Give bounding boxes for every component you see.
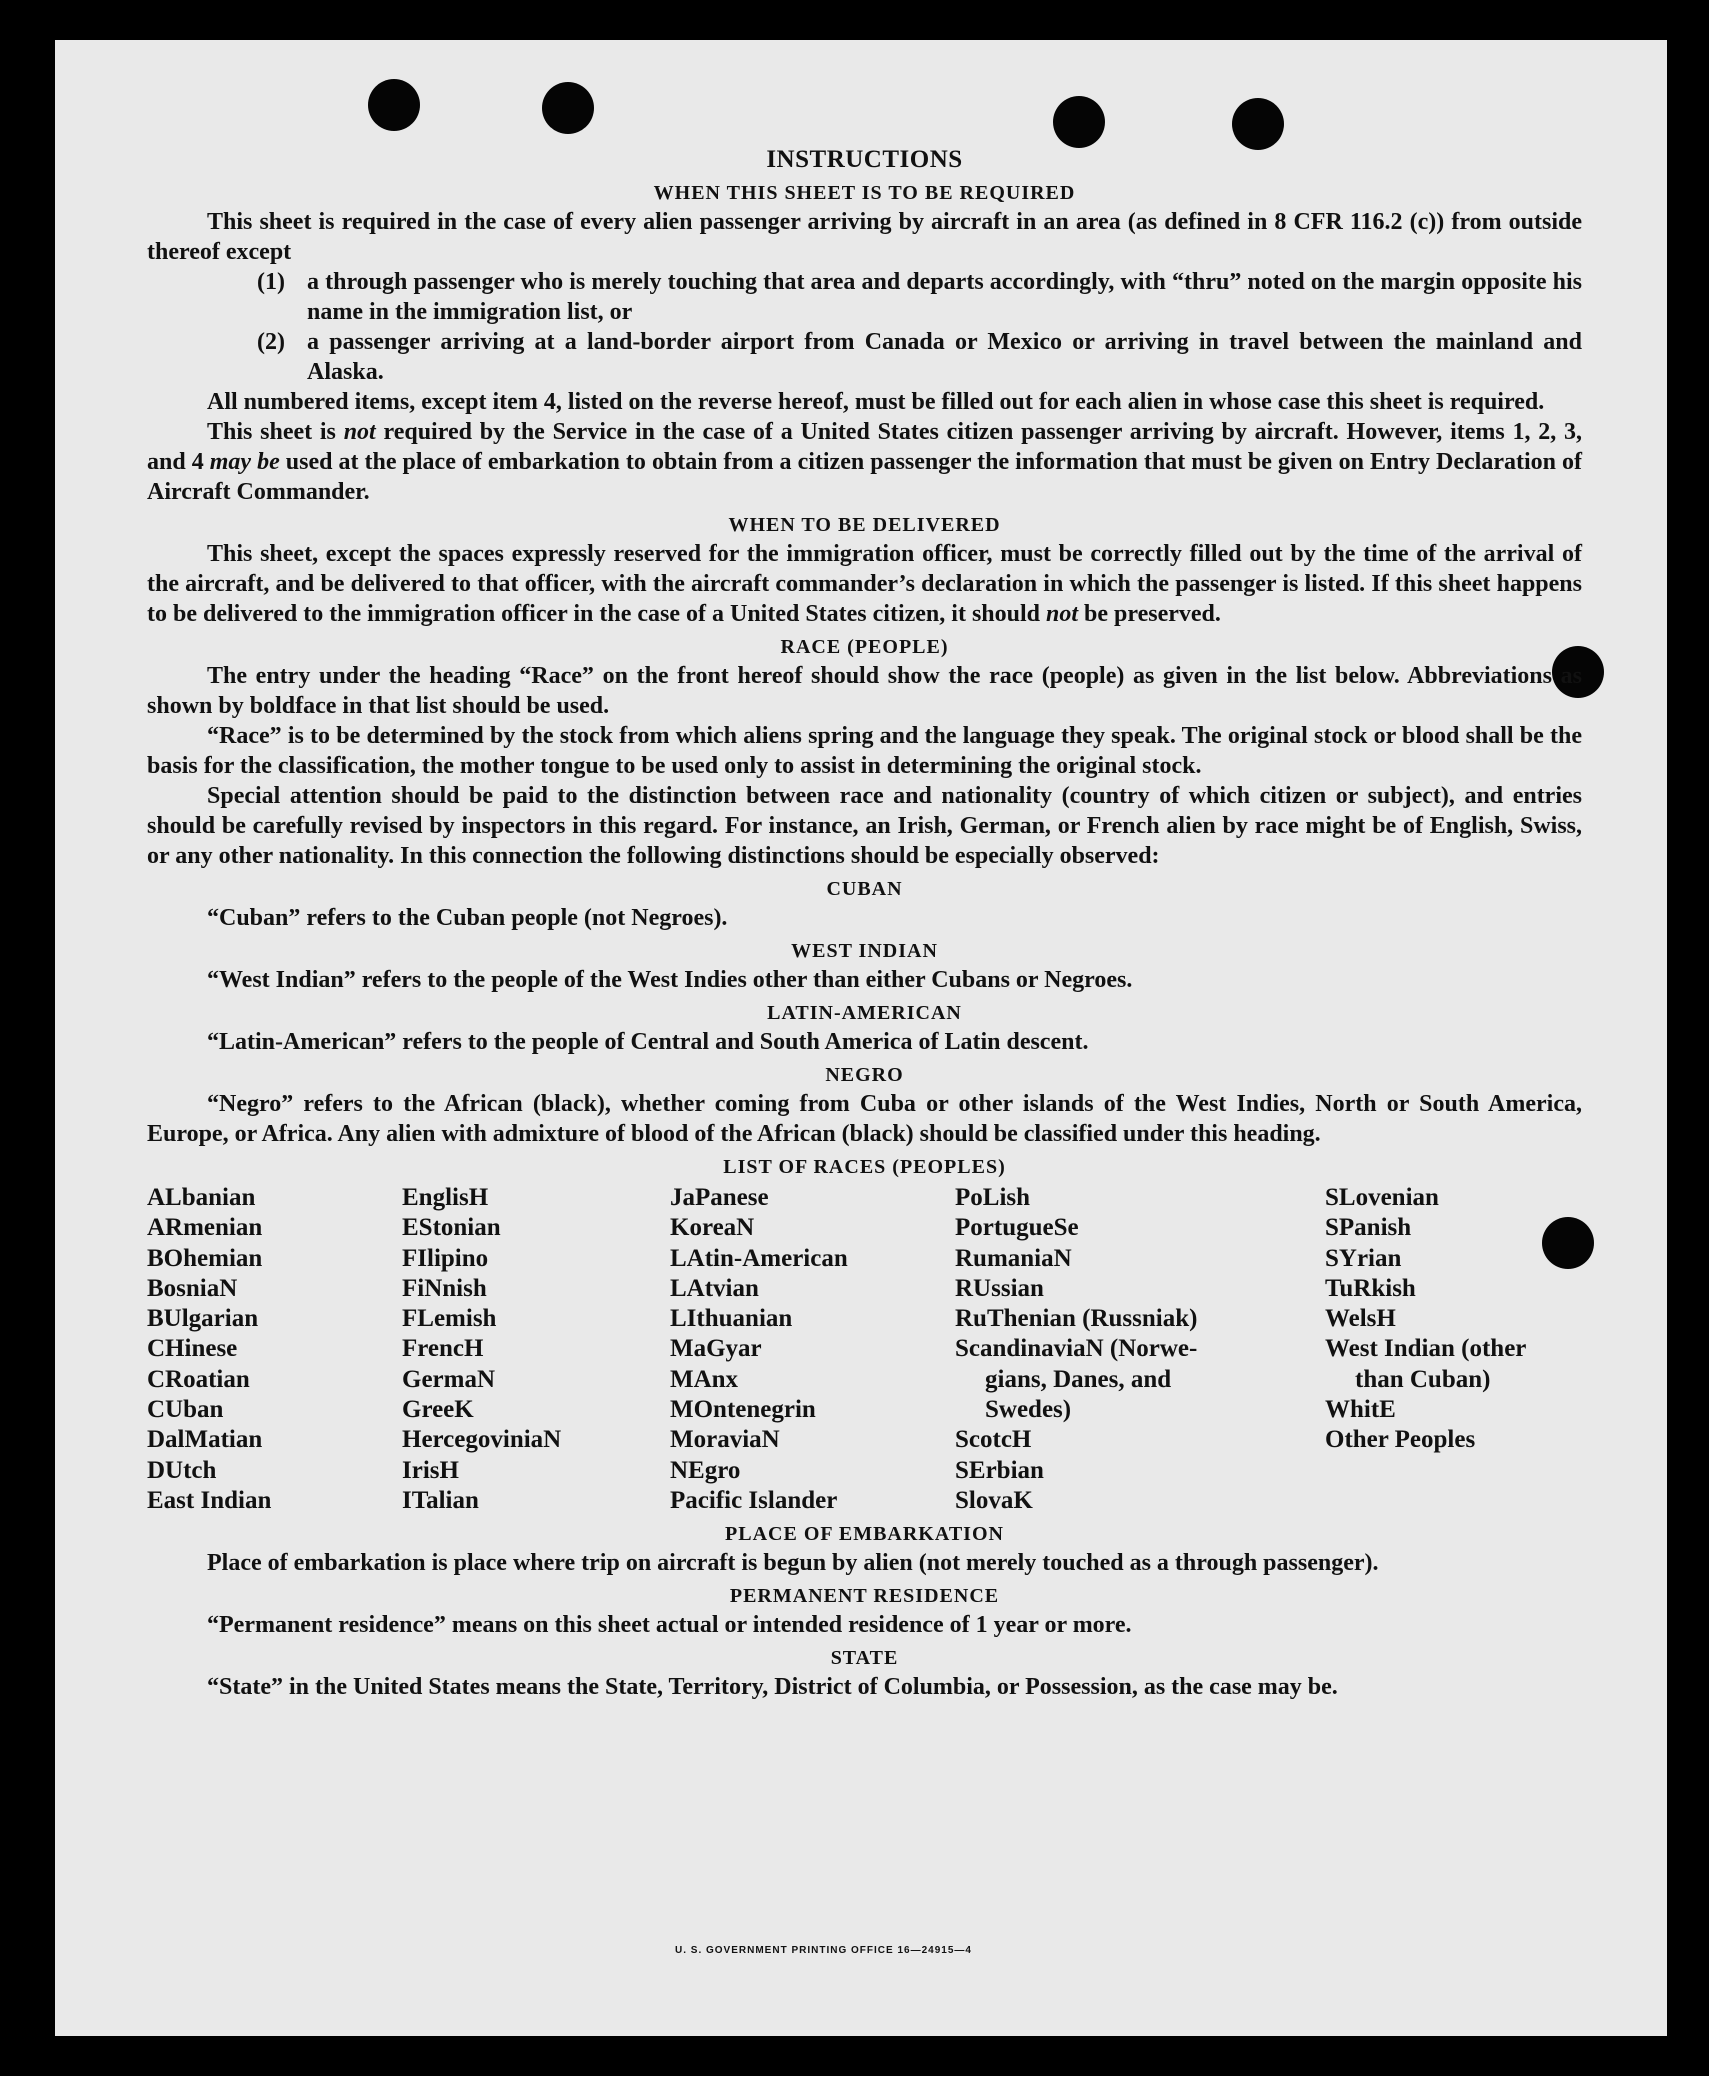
heading-cuban: CUBAN xyxy=(826,878,903,900)
emphasis: not xyxy=(343,419,376,445)
race-paragraph-3: Special attention should be paid to the distinction between race and nationality (country of which citizen or subject), and entries should be carefully revised by inspectors in this regard. For instance, an Irish, German, or French alien by race might be of English, Swiss, or any other nationality. In this connection the following distinctions should be especially observed: xyxy=(147,783,1582,869)
race-item: PoLish xyxy=(955,1184,1031,1211)
item-text: a through passenger who is merely touching that area and departs accordingly, with “thru” noted on the margin opposite his name in the immigration list, or xyxy=(307,269,1582,325)
race-item: ARmenian xyxy=(147,1214,263,1242)
text-run: required by the Service in the case of a United States citizen passenger arriving by aircraft. However, items 1, 2, 3, and 4 xyxy=(147,419,1583,475)
heading-race: RACE (PEOPLE) xyxy=(780,636,949,658)
punch-hole xyxy=(1232,98,1284,150)
race-item: gians, Danes, and xyxy=(985,1365,1172,1393)
race-item xyxy=(1325,1486,1585,1516)
document-page xyxy=(55,40,1667,2036)
when-required-intro: This sheet is required in the case of every alien passenger arriving by aircraft in an area (as defined in 8 CFR 116.2 (c)) from outside thereof except xyxy=(147,209,1582,265)
race-item: SErbian xyxy=(955,1456,1044,1484)
torn-corner xyxy=(1615,1965,1667,2036)
negro-text: “Negro” refers to the African (black), whether coming from Cuba or other islands of the West Indies, North or South America, Europe, or Africa. Any alien with admixture of blood of the African (black) should be classified under this heading. xyxy=(147,1091,1582,1147)
heading-negro: NEGRO xyxy=(825,1064,904,1086)
embarkation-text: Place of embarkation is place where trip on aircraft is begun by alien (not merely touched as a through passenger). xyxy=(207,1550,1379,1577)
punch-hole xyxy=(542,82,594,134)
race-item: LIthuanian xyxy=(670,1305,793,1333)
item-text: a passenger arriving at a land-border airport from Canada or Mexico or arriving in travel between the mainland and Alaska. xyxy=(307,329,1582,385)
item-number: (2) xyxy=(257,329,285,355)
when-delivered-text xyxy=(147,539,1582,629)
exception-item-2 xyxy=(257,327,1582,387)
text-run: The entry under the heading “Race” on the front hereof should show the race (people) as given in the list below. Abbreviations as shown by xyxy=(147,663,1582,719)
race-item: BUlgarian xyxy=(147,1305,259,1333)
race-item: HercegoviniaN xyxy=(402,1426,562,1454)
race-item: CRoatian xyxy=(147,1365,250,1393)
residence-text: “Permanent residence” means on this sheet actual or intended residence of 1 year or more. xyxy=(207,1612,1132,1639)
text-run: in that list should be used. xyxy=(342,693,610,719)
numbered-items-paragraph: All numbered items, except item 4, listed on the reverse hereof, must be filled out for each alien in whose case this sheet is required. xyxy=(207,389,1545,415)
latin-american-text: “Latin-American” refers to the people of Central and South America of Latin descent. xyxy=(207,1029,1089,1055)
race-paragraph-2: “Race” is to be determined by the stock from which aliens spring and the language they speak. The original stock or blood shall be the basis for the classification, the mother tongue to be used only to assist in determining the original stock. xyxy=(147,723,1582,779)
race-item: MaGyar xyxy=(670,1335,762,1363)
race-item: GreeK xyxy=(402,1396,474,1424)
race-item: SPanish xyxy=(1325,1214,1412,1242)
race-item: LAtvian xyxy=(670,1274,759,1302)
bold-text: boldface xyxy=(249,693,337,719)
heading-state: STATE xyxy=(830,1647,899,1670)
race-item: than Cuban) xyxy=(1355,1365,1491,1393)
race-item: TuRkish xyxy=(1325,1274,1416,1302)
race-item: West Indian (other xyxy=(1325,1335,1527,1363)
race-item: NEgro xyxy=(670,1456,741,1484)
race-item: BosniaN xyxy=(147,1274,238,1302)
race-item: RUssian xyxy=(955,1274,1044,1302)
race-item: MAnx xyxy=(670,1365,739,1393)
race-item: IrisH xyxy=(402,1456,459,1484)
race-item: SlovaK xyxy=(955,1486,1033,1514)
emphasis: may be xyxy=(209,449,280,475)
race-item xyxy=(1325,1456,1585,1486)
race-item: KoreaN xyxy=(670,1214,755,1242)
text-run: used at the place of embarkation to obtain from a citizen passenger the information that must be given on Entry Declaration of Aircraft Commander. xyxy=(147,449,1583,505)
race-item: FLemish xyxy=(402,1305,497,1333)
citizen-paragraph xyxy=(147,417,1582,507)
race-item: FiNnish xyxy=(402,1274,487,1302)
heading-latin-american: LATIN-AMERICAN xyxy=(767,1002,962,1024)
heading-west-indian: WEST INDIAN xyxy=(791,940,938,962)
text-run: This sheet is xyxy=(207,419,336,445)
race-item: LAtin-American xyxy=(670,1244,848,1272)
race-item: DalMatian xyxy=(147,1426,263,1454)
punch-hole xyxy=(368,79,420,131)
instructions-body xyxy=(147,145,1582,1702)
text-run: be preserved. xyxy=(1084,601,1221,627)
race-item: MoraviaN xyxy=(670,1426,780,1454)
heading-permanent-residence: PERMANENT RESIDENCE xyxy=(729,1585,1000,1608)
race-item: FIlipino xyxy=(402,1244,489,1272)
race-item: RuThenian (Russniak) xyxy=(955,1305,1198,1333)
race-paragraph-1 xyxy=(147,661,1582,721)
heading-when-delivered: WHEN TO BE DELIVERED xyxy=(728,514,1001,536)
heading-place-of-embarkation: PLACE OF EMBARKATION xyxy=(725,1523,1004,1546)
printing-office-footer: U. S. GOVERNMENT PRINTING OFFICE 16—24915—4 xyxy=(675,1945,972,1956)
race-item: Swedes) xyxy=(985,1396,1072,1424)
race-item: EStonian xyxy=(402,1214,501,1242)
cuban-text: “Cuban” refers to the Cuban people (not Negroes). xyxy=(207,905,728,931)
race-item: EnglisH xyxy=(402,1184,489,1211)
exception-item-1 xyxy=(257,267,1582,327)
race-item: Other Peoples xyxy=(1325,1426,1476,1454)
race-item: BOhemian xyxy=(147,1244,263,1272)
race-item: ScandinaviaN (Norwe- xyxy=(955,1335,1198,1363)
race-item: RumaniaN xyxy=(955,1244,1072,1272)
race-item: DUtch xyxy=(147,1456,217,1484)
item-number: (1) xyxy=(257,269,285,295)
race-item: SYrian xyxy=(1325,1244,1402,1272)
page-title: INSTRUCTIONS xyxy=(766,146,963,173)
race-item: CHinese xyxy=(147,1335,238,1363)
race-item: PortugueSe xyxy=(955,1214,1079,1242)
punch-hole xyxy=(1053,96,1105,148)
race-item: SLovenian xyxy=(1325,1184,1439,1211)
race-item: East Indian xyxy=(147,1486,272,1514)
race-item: CUban xyxy=(147,1396,224,1424)
west-indian-text: “West Indian” refers to the people of the West Indies other than either Cubans or Negroes. xyxy=(207,967,1133,993)
race-item: ScotcH xyxy=(955,1426,1032,1454)
race-item: JaPanese xyxy=(670,1184,769,1211)
heading-when-required: WHEN THIS SHEET IS TO BE REQUIRED xyxy=(653,182,1076,204)
race-item: WhitE xyxy=(1325,1396,1396,1424)
race-item: FrencH xyxy=(402,1335,484,1363)
races-table xyxy=(147,1183,1582,1516)
race-item: GermaN xyxy=(402,1365,496,1393)
race-item: WelsH xyxy=(1325,1305,1396,1333)
state-text: “State” in the United States means the State, Territory, District of Columbia, or Possession, as the case may be. xyxy=(207,1674,1338,1701)
emphasis: not xyxy=(1046,601,1079,627)
text-run: This sheet, except the spaces expressly reserved for the immigration officer, must be correctly filled out by the time of the arrival of the aircraft, and be delivered to that officer, with the aircraft commander’s declaration in which the passenger is listed. If this sheet happens to be delivered to the immigration officer in the case of a United States citizen, it should xyxy=(147,541,1582,627)
race-item: ALbanian xyxy=(147,1184,256,1211)
race-item: Pacific Islander xyxy=(670,1486,838,1514)
race-item: ITalian xyxy=(402,1486,479,1514)
race-item: MOntenegrin xyxy=(670,1396,816,1424)
heading-list-of-races: LIST OF RACES (PEOPLES) xyxy=(723,1156,1006,1178)
